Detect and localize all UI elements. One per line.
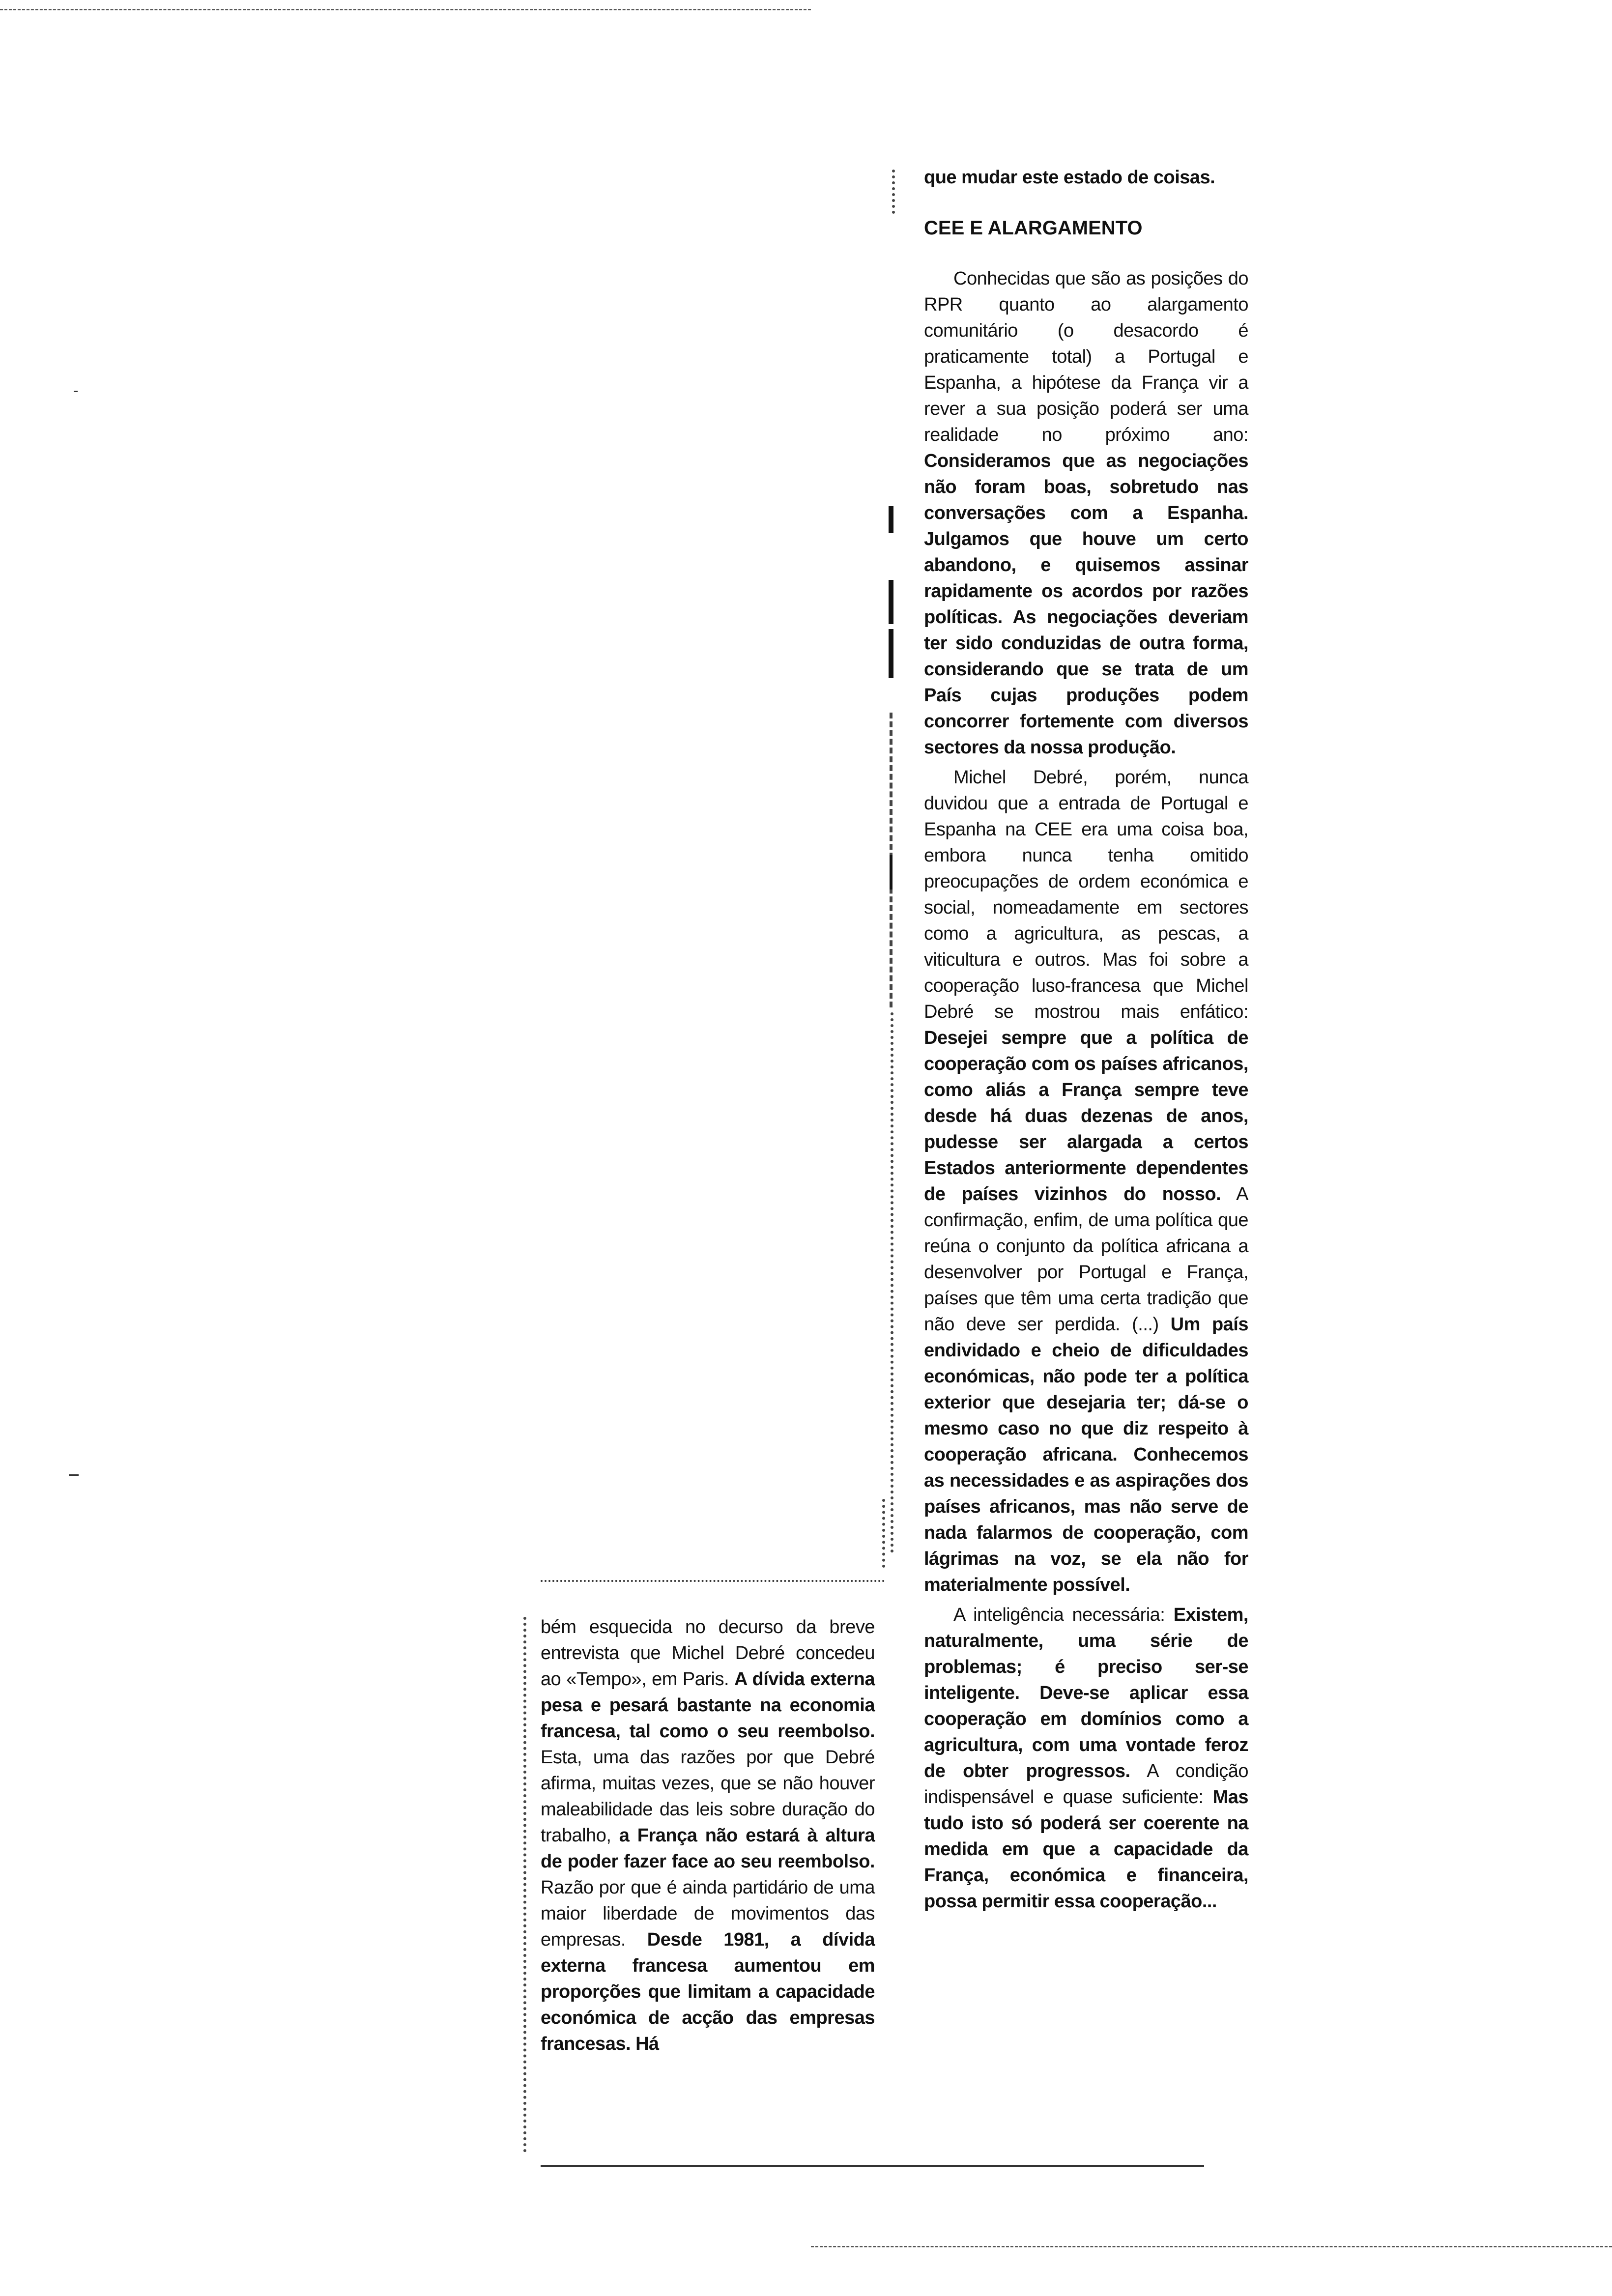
scan-artifact-top	[0, 9, 811, 10]
clipping-edge	[889, 506, 893, 533]
quote-text: Desejei sempre que a política de cooperação com os países africanos, como aliás a França sempre teve desde há duas dezenas de anos, pudesse ser alargada a certos Estados anteriormente dependentes de países vizinhos do nosso.	[924, 1028, 1248, 1205]
article-left-column	[541, 1614, 875, 2057]
clipping-edge	[541, 2165, 1204, 2167]
stray-mark	[69, 1474, 79, 1476]
quote-text: a França não estará à altura de poder fazer face ao seu reembolso.	[541, 1825, 875, 1872]
paragraph-text: Conhecidas que são as posições do RPR quanto ao alargamento comunitário (o desacordo é praticamente total) a Portugal e Espanha, a hipótese da França vir a rever a sua posição poderá ser uma realidade no próximo ano:	[924, 268, 1248, 445]
article-paragraph	[541, 1614, 875, 2057]
clipping-edge	[523, 1617, 531, 2152]
scan-artifact-bottom	[811, 2246, 1612, 2247]
clipping-edge	[889, 629, 893, 678]
paragraph-text: Michel Debré, porém, nunca duvidou que a entrada de Portugal e Espanha na CEE era uma coisa boa, embora nunca tenha omitido preocupações de ordem económica e social, nomeadamente em sectores como a agricultura, as pescas, a viticultura e outros. Mas foi sobre a cooperação luso-francesa que Michel Debré se mostrou mais enfático:	[924, 767, 1248, 1022]
clipping-edge	[882, 1499, 890, 1568]
paragraph-text: bém esquecida no decurso da breve entrevista que Michel Debré concedeu ao «Tempo», em Paris.	[541, 1617, 875, 1690]
clipping-edge	[890, 855, 892, 890]
clipping-edge	[892, 170, 900, 214]
quote-text: Existem, naturalmente, uma série de problemas; é preciso ser-se inteligente. Deve-se aplicar essa cooperação em domínios como a agricultura, com uma vontade feroz de obter progressos.	[924, 1605, 1248, 1781]
quote-text: A dívida externa pesa e pesará bastante na economia francesa, tal como o seu reembolso.	[541, 1669, 875, 1742]
clipping-edge	[891, 1012, 898, 1553]
paragraph-text: A condição indispensável e quase suficiente:	[924, 1761, 1248, 1808]
article-right-column	[924, 165, 1248, 1915]
article-paragraph	[924, 765, 1248, 1598]
article-lead-text: que mudar este estado de coisas.	[924, 167, 1215, 188]
paragraph-text: Razão por que é ainda partidário de uma maior liberdade de movimentos das empresas.	[541, 1877, 875, 1950]
article-paragraph	[924, 1602, 1248, 1915]
clipping-edge	[541, 1580, 885, 1582]
section-heading: CEE E ALARGAMENTO	[924, 217, 1143, 239]
paragraph-text: Esta, uma das razões por que Debré afirma, muitas vezes, que se não houver maleabilidade das leis sobre duração do trabalho,	[541, 1747, 875, 1846]
quote-text: Um país endividado e cheio de dificuldades económicas, não pode ter a política exterior que desejaria ter; dá-se o mesmo caso no que diz respeito à cooperação africana. Conhecemos as necessidades e as aspirações dos países africanos, mas não serve de nada falarmos de cooperação, com lágrimas na voz, se ela não for materialmente possível.	[924, 1314, 1248, 1595]
quote-text: Mas tudo isto só poderá ser coerente na medida em que a capacidade da França, económica e financeira, possa permitir essa cooperação...	[924, 1787, 1248, 1912]
paragraph-text: A confirmação, enfim, de uma política que reúna o conjunto da política africana a desenvolver por Portugal e França, países que têm uma certa tradição que não deve ser perdida. (...)	[924, 1184, 1248, 1335]
clipping-edge	[889, 580, 893, 624]
paragraph-text: A inteligência necessária:	[953, 1605, 1174, 1625]
quote-text: Desde 1981, a dívida externa francesa aumentou em proporções que limitam a capacidade económica de acção das empresas francesas. Há	[541, 1929, 875, 2054]
quote-text: Consideramos que as negociações não foram boas, sobretudo nas conversações com a Espanha. Julgamos que houve um certo abandono, e quisemos assinar rapidamente os acordos por razões políticas. As negociações deveriam ter sido conduzidas de outra forma, considerando que se trata de um País cujas produções podem concorrer fortemente com diversos sectores da nossa produção.	[924, 451, 1248, 758]
stray-mark	[74, 391, 78, 392]
article-paragraph	[924, 266, 1248, 761]
